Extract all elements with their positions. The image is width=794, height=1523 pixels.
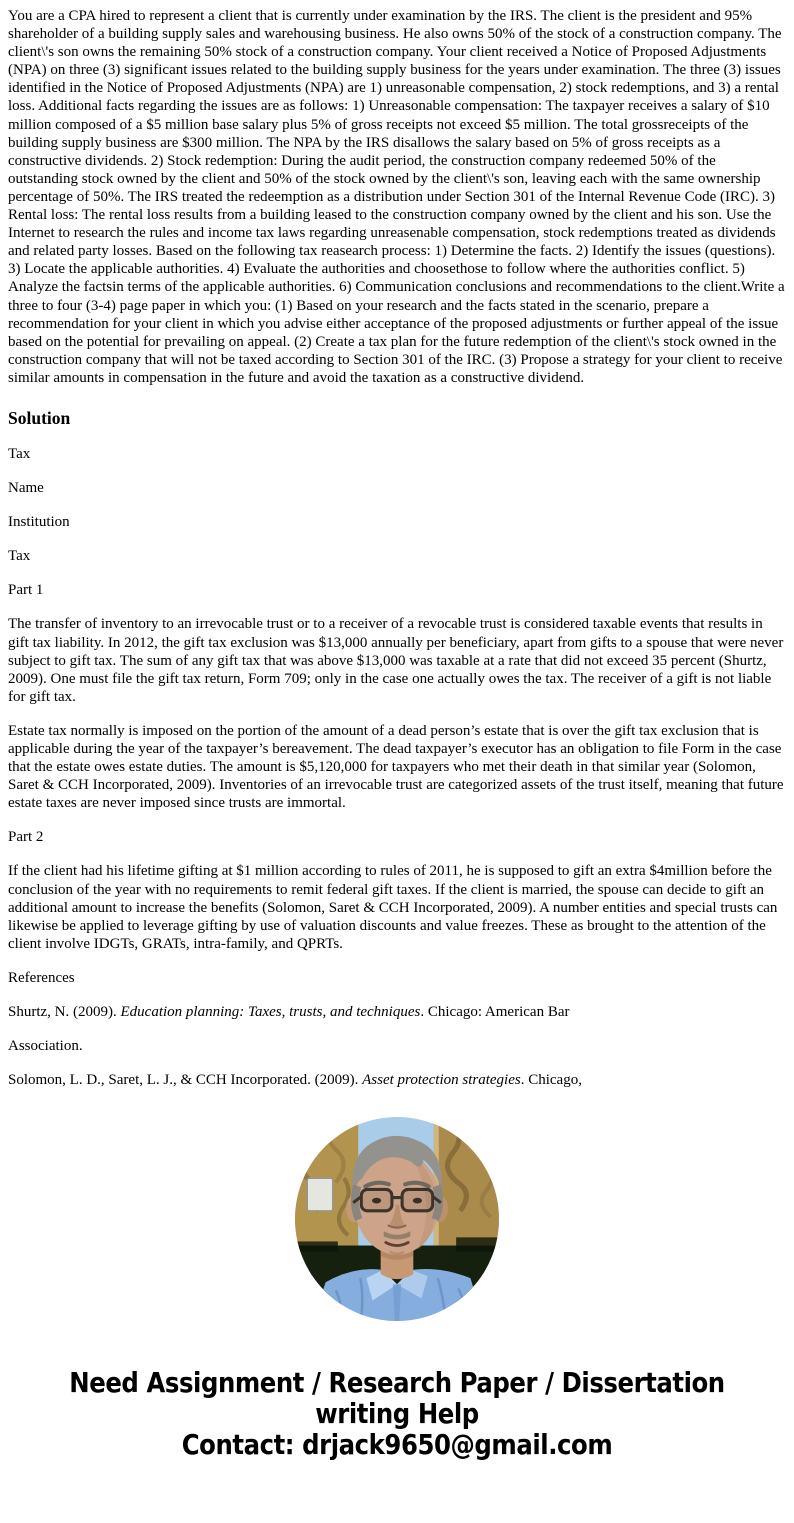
references-heading: References bbox=[8, 969, 75, 986]
reference-entry-2 bbox=[8, 1071, 786, 1089]
reference-1-title: Education planning: Taxes, trusts, and techniques bbox=[120, 1004, 421, 1021]
part1-label: Part 1 bbox=[8, 582, 44, 599]
reference-2-post: . Chicago, bbox=[520, 1072, 582, 1089]
avatar-container bbox=[8, 1117, 786, 1321]
header-line-tax-2: Tax bbox=[8, 548, 31, 565]
footer-banner bbox=[59, 1367, 736, 1460]
reference-entry-1-continuation: Association. bbox=[8, 1038, 83, 1055]
footer-line-1: Need Assignment / Research Paper / Dissertation bbox=[69, 1366, 725, 1400]
part1-paragraph-2: Estate tax normally is imposed on the portion of the amount of a dead person’s estate that is over the gift tax exclusion that is applicable during the year of the taxpayer’s bereavement. The dead taxpayer’s executor has an obligation to file Form in the case that the estate owes estate duties. The amount is $5,120,000 for taxpayers who met their death in that similar year (Solomon, Saret & CCH Incorporated, 2009). Inventories of an irrevocable trust are categorized assets of the trust itself, meaning that future estate taxes are never imposed since trusts are immortal. bbox=[8, 722, 784, 812]
part2-label: Part 2 bbox=[8, 829, 44, 846]
reference-2-pre: Solomon, L. D., Saret, L. J., & CCH Incorporated. (2009). bbox=[8, 1072, 363, 1089]
header-line-tax-1: Tax bbox=[8, 445, 31, 462]
footer-line-2: writing Help bbox=[315, 1397, 479, 1431]
reference-entry-1 bbox=[8, 1003, 786, 1021]
footer-contact-email: Contact: drjack9650@gmail.com bbox=[181, 1428, 613, 1462]
question-paragraph: You are a CPA hired to represent a client that is currently under examination by the IRS. The client is the president and 95% shareholder of a building supply sales and warehousing business. He also owns 50% of the stock of a construction company. The client\'s son owns the remaining 50% stock of a construction company. Your client received a Notice of Proposed Adjustments (NPA) on three (3) significant issues related to the building supply business for the years under examination. The three (3) issues identified in the Notice of Proposed Adjustments (NPA) are 1) unreasonable compensation, 2) stock redemptions, and 3) a rental loss. Additional facts regarding the issues are as follows: 1) Unreasonable compensation: The taxpayer receives a salary of $10 million composed of a $5 million base salary plus 5% of gross receipts not exceed $5 million. The total grossreceipts of the building supply business are $300 million. The NPA by the IRS disallows the salary based on 5% of gross receipts as a constructive dividends. 2) Stock redemption: During the audit period, the construction company redeemed 50% of the outstanding stock owned by the client and 50% of the stock owned by the client\'s son, leaving each with the same ownership percentage of 50%. The IRS treated the redeemption as a distribution under Section 301 of the Internal Revenue Code (IRC). 3) Rental loss: The rental loss results from a building leased to the construction company owned by the client and his son. Use the Internet to research the rules and income tax laws regarding unreasenable compensation, stock redemptions treated as dividends and related party losses. Based on the following tax reasearch process: 1) Determine the facts. 2) Identify the issues (questions). 3) Locate the applicable authorities. 4) Evaluate the authorities and choosethose to follow where the authorities conflict. 5) Analyze the factsin terms of the applicable authorities. 6) Communication conclusions and recommendations to the client.Write a three to four (3-4) page paper in which you: (1) Based on your research and the facts stated in the scenario, prepare a recommendation for your client in which you advise either acceptance of the proposed adjustments or further appeal of the issue based on the potential for prevailing on appeal. (2) Create a tax plan for the future redemption of the client\'s stock owned in the construction company that will not be taxed according to Section 301 of the IRC. (3) Propose a strategy for your client to receive similar amounts in compensation in the future and avoid the taxation as a constructive dividend. bbox=[8, 8, 785, 386]
header-line-institution: Institution bbox=[8, 514, 70, 531]
solution-heading: Solution bbox=[8, 407, 71, 428]
header-line-name: Name bbox=[8, 480, 44, 497]
document-page bbox=[0, 7, 794, 1460]
tutor-photo bbox=[295, 1117, 499, 1321]
part2-paragraph-1: If the client had his lifetime gifting at $1 million according to rules of 2011, he is supposed to gift an extra $4million before the conclusion of the year with no requirements to remit federal gift taxes. If the client is married, the spouse can decide to gift an additional amount to increase the benefits (Solomon, Saret & CCH Incorporated, 2009). A number entities and special trusts can likewise be applied to leverage gifting by use of valuation discounts and value freezes. These as brought to the attention of the client involve IDGTs, GRATs, intra-family, and QPRTs. bbox=[8, 863, 778, 952]
reference-1-pre: Shurtz, N. (2009). bbox=[8, 1004, 121, 1021]
reference-1-post: . Chicago: American Bar bbox=[420, 1004, 570, 1021]
reference-2-title: Asset protection strategies bbox=[362, 1072, 521, 1089]
part1-paragraph-1: The transfer of inventory to an irrevocable trust or to a receiver of a revocable trust is considered taxable events that results in gift tax liability. In 2012, the gift tax exclusion was $13,000 annually per beneficiary, apart from gifts to a spouse that were never subject to gift tax. The sum of any gift tax that was above $13,000 was taxable at a rate that did not exceed 35 percent (Shurtz, 2009). One must file the gift tax return, Form 709; only in the case one actually owes the tax. The receiver of a gift is not liable for gift tax. bbox=[8, 616, 784, 705]
